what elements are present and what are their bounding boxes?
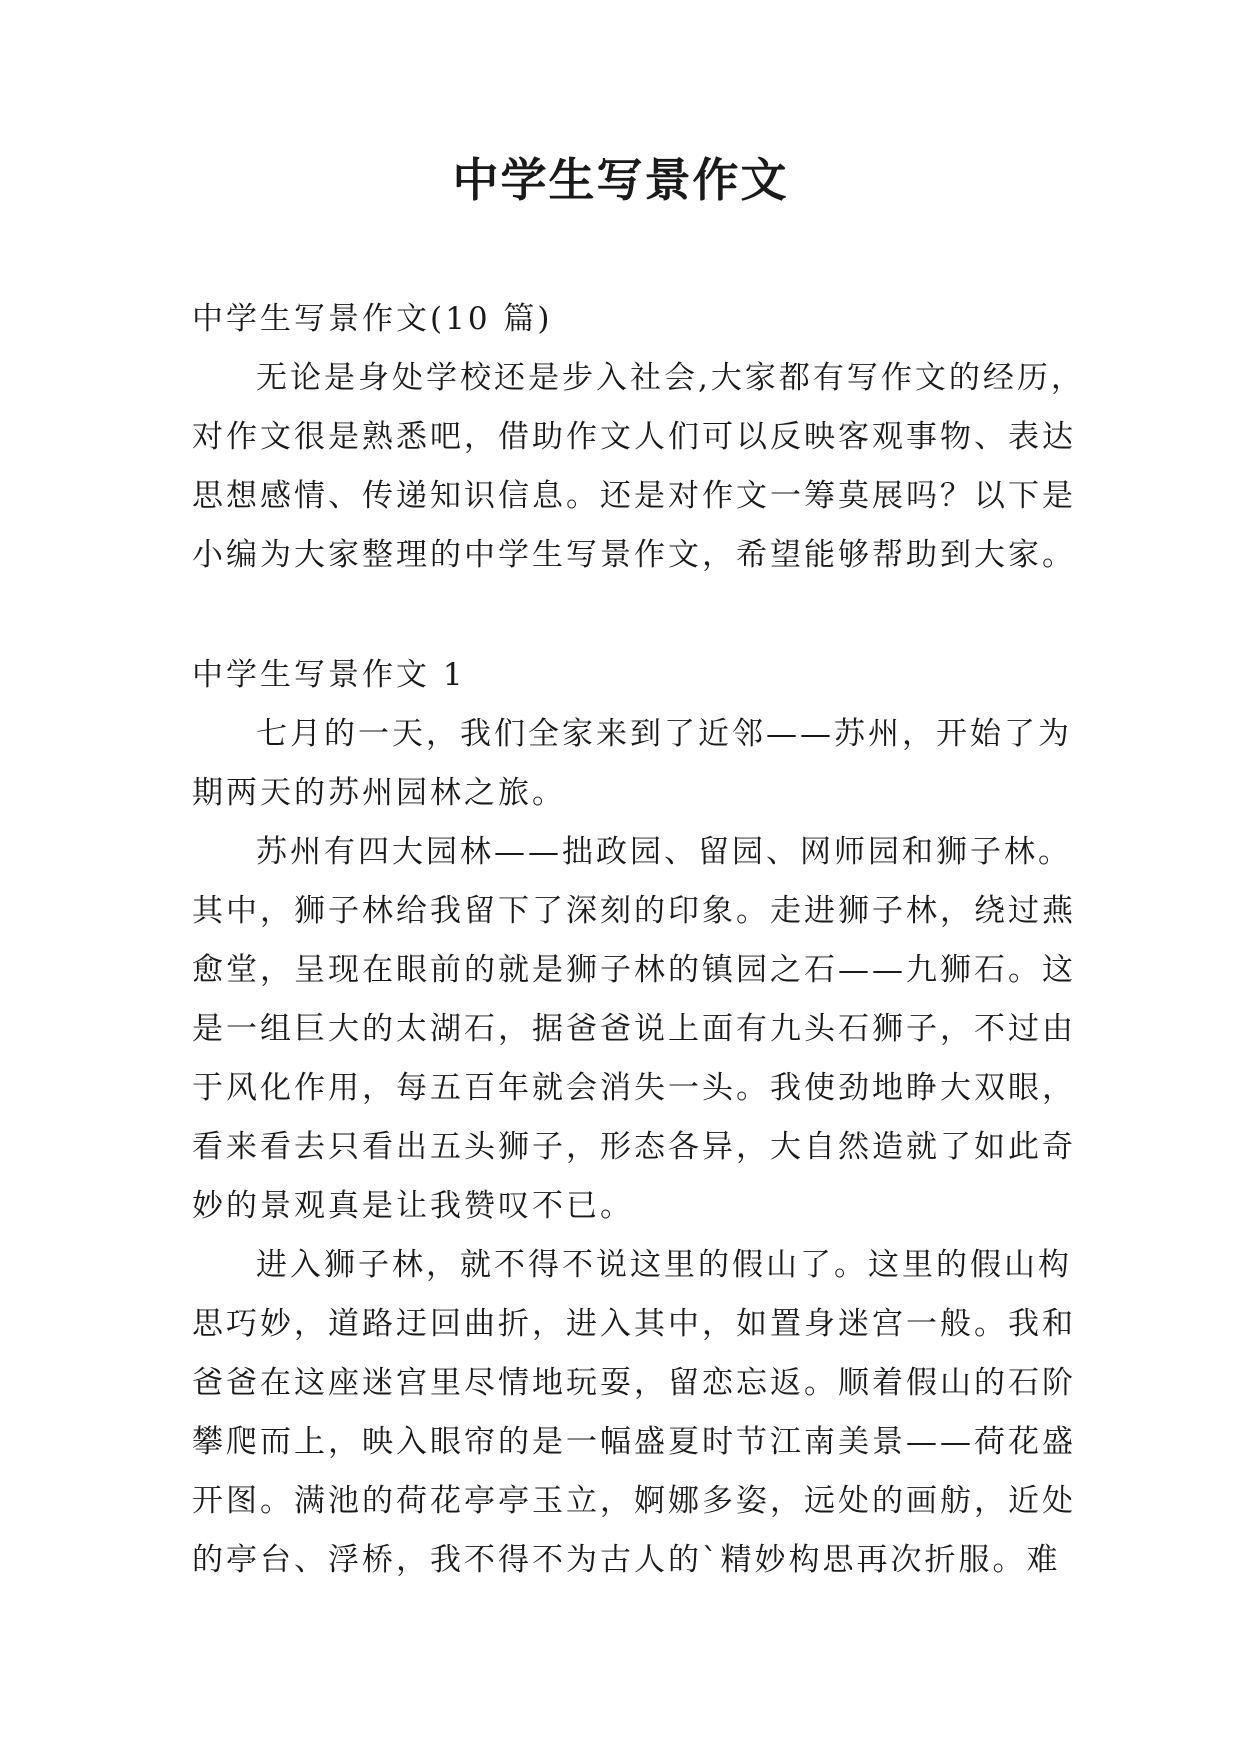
- paragraph-line: 进入狮子林，就不得不说这里的假山了。这里的假山构: [256, 1247, 1072, 1283]
- paragraph-2: [192, 823, 1076, 1236]
- paragraph-line: 爸爸在这座迷宫里尽情地玩耍，留恋忘返。顺着假山的石阶: [192, 1365, 1076, 1401]
- paragraph-line: 开图。满池的荷花亭亭玉立，婀娜多姿，远处的画舫，近处: [192, 1483, 1076, 1519]
- intro-line: 思想感情、传递知识信息。还是对作文一筹莫展吗？以下是: [192, 478, 1076, 514]
- document-subtitle: 中学生写景作文(10 篇): [192, 301, 553, 337]
- intro-paragraph: [192, 349, 1085, 585]
- paragraph-line: 的亭台、浮桥，我不得不为古人的`精妙构思再次折服。难: [192, 1542, 1061, 1578]
- paragraph-line: 是一组巨大的太湖石，据爸爸说上面有九头石狮子，不过由: [192, 1011, 1076, 1047]
- paragraph-spacer: [192, 585, 1072, 646]
- section-heading: 中学生写景作文 1: [192, 657, 466, 693]
- paragraph-line: 期两天的苏州园林之旅。: [192, 775, 566, 811]
- paragraph-line: 七月的一天，我们全家来到了近邻——苏州，开始了为: [256, 716, 1072, 752]
- paragraph-3: [192, 1236, 1076, 1590]
- paragraph-line: 愈堂，呈现在眼前的就是狮子林的镇园之石——九狮石。这: [192, 952, 1076, 988]
- paragraph-line: 妙的景观真是让我赞叹不已。: [192, 1188, 634, 1224]
- intro-line: 小编为大家整理的中学生写景作文，希望能够帮助到大家。: [192, 537, 1076, 573]
- paragraph-line: 于风化作用，每五百年就会消失一头。我使劲地睁大双眼，: [192, 1070, 1076, 1106]
- document-title: 中学生写景作文: [452, 153, 789, 207]
- intro-line: 无论是身处学校还是步入社会,大家都有写作文的经历，: [256, 360, 1085, 396]
- paragraph-line: 其中，狮子林给我留下了深刻的印象。走进狮子林，绕过燕: [192, 893, 1076, 929]
- paragraph-line: 思巧妙，道路迂回曲折，进入其中，如置身迷宫一般。我和: [192, 1306, 1076, 1342]
- paragraph-line: 看来看去只看出五头狮子，形态各异，大自然造就了如此奇: [192, 1129, 1076, 1165]
- paragraph-1: [192, 705, 1072, 823]
- paragraph-line: 攀爬而上，映入眼帘的是一幅盛夏时节江南美景——荷花盛: [192, 1424, 1076, 1460]
- document-body: [192, 290, 1085, 1590]
- intro-line: 对作文很是熟悉吧，借助作文人们可以反映客观事物、表达: [192, 419, 1076, 455]
- paragraph-line: 苏州有四大园林——拙政园、留园、网师园和狮子林。: [256, 834, 1072, 870]
